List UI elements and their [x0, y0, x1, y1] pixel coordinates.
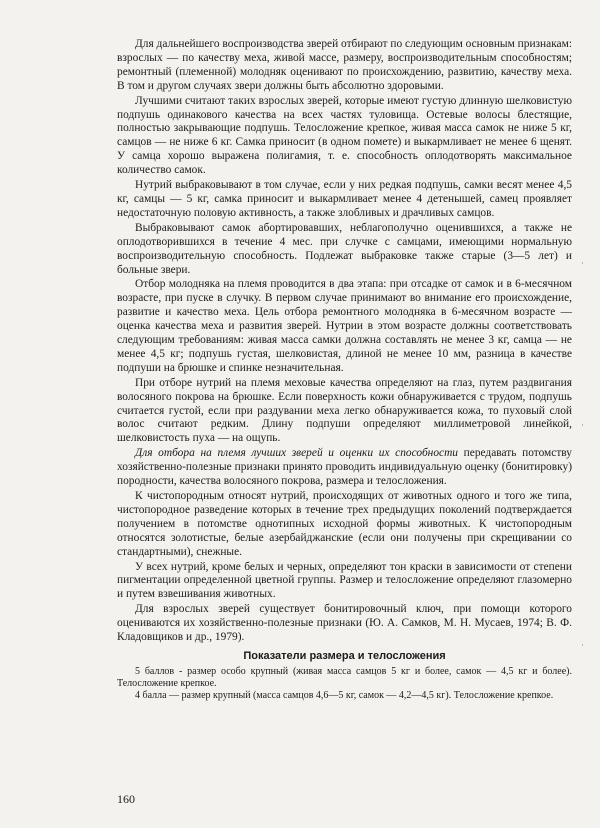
score-item-5: 5 баллов - размер особо крупный (живая масса самцов 5 кг и более, самок — 4,5 кг и более). Телосложение крепкое.: [117, 665, 572, 690]
paragraph-10: Для взрослых зверей существует бонитировочный ключ, при помощи которого оцениваются их хозяйственно-полезные признаки (Ю. А. Самков, М. Н. Мусаев, 1974; В. Ф. Кладовщиков и др., 1979).: [117, 603, 572, 644]
italic-lead-text: Для отбора на племя лучших зверей и оценки их способности: [135, 447, 458, 460]
paragraph-3: Нутрий выбраковывают в том случае, если у них редкая подпушь, самки весят менее 4,5 кг, самцы — 5 кг, самка приносит и выкармливает менее 4 детенышей, самец проявляет недостаточную половую активность, а также злобливых и драчливых самцов.: [117, 179, 572, 219]
paragraph-4: Выбраковывают самок абортировавших, неблагополучно оценившихся, а также не оплодотворившихся в течение 4 мес. при случке с самцами, имеющими нормальную воспроизводительную способность. Подлежат выбраковке также старые (3—5 лет) и больные звери.: [117, 221, 572, 276]
paragraph-9: У всех нутрий, кроме белых и черных, определяют тон краски в зависимости от степени пигментации определенной цветной группы. Размер и телосложение определяют глазомерно и путем взвешивания животных.: [117, 560, 572, 601]
margin-mark: ·: [581, 258, 584, 268]
paragraph-2: Лучшими считают таких взрослых зверей, которые имеют густую длинную шелковистую подпушь одинакового качества на всех частях туловища. Остевые волосы блестящие, полностью закрывающие подпушь. Телосложение крепкое, живая масса самок не ниже 5 кг, самцов — не ниже 6 кг. Самка приносит (в одном помете) и выкармливает не менее 6 щенят. У самца хорошо выражена полигамия, т. е. способность оплодотворять максимальное количество самок.: [117, 94, 572, 177]
margin-mark: ·: [581, 420, 584, 430]
paragraph-6: При отборе нутрий на племя меховые качества определяют на глаз, путем раздвигания волосяного покрова на брюшке. Если поверхность кожи обнаруживается с трудом, подпушь считается густой, если при раздувании меха легко обнаруживается кожа, то пуховый слой волос считают редким. Длину подпуши определяют миллиметровой линейкой, шелковистость пуха — на ощупь.: [117, 376, 572, 445]
paragraph-7: [117, 447, 572, 489]
margin-mark: ·: [581, 640, 584, 650]
score-item-4: 4 балла — размер крупный (масса самцов 4,6—5 кг, самок — 4,2—4,5 кг). Телосложение крепкое.: [135, 690, 554, 702]
paragraph-7-rest: передавать потомству хозяйственно-полезные признаки принято проводить индивидуальную оценку (бонитировку) породности, качества волосяного покрова, размера и телосложения.: [117, 447, 572, 488]
section-heading: Показатели размера и телосложения: [243, 649, 446, 662]
paragraph-8: К чистопородным относят нутрий, происходящих от животных одного и того же типа, чистопородное разведение которых в течение трех предыдущих поколений подтверждается получением в потомстве однотипных исходной формы животных. К чистопородным относятся золотистые, белые азербайджанские (если они получены при скрещивании со стандартными), снежные.: [117, 490, 572, 558]
page-number: 160: [117, 792, 135, 806]
paragraph-5: Отбор молодняка на племя проводится в два этапа: при отсадке от самок и в 6-месячном возрасте, при пуске в случку. В первом случае принимают во внимание его происхождение, развитие и качество меха. Цель отбора ремонтного молодняка в 6-месячном возрасте — оценка качества меха и развития зверей. Нутрии в этом возрасте должны соответствовать следующим требованиям: живая масса самки должна составлять не менее 3 кг, самца — не менее 4,5 кг; подпушь густая, шелковистая, длиной не менее 10 мм, разница в качестве подпуши на брюшке и спинке незначительная.: [117, 278, 572, 374]
paragraph-1: Для дальнейшего воспроизводства зверей отбирают по следующим основным признакам: взрослых — по качеству меха, живой массе, размеру, воспроизводительным способностям; ремонтный (племенной) молодняк оценивают по происхождению, развитию, качеству меха. В том и другом случаях звери должны быть абсолютно здоровыми.: [117, 38, 572, 92]
